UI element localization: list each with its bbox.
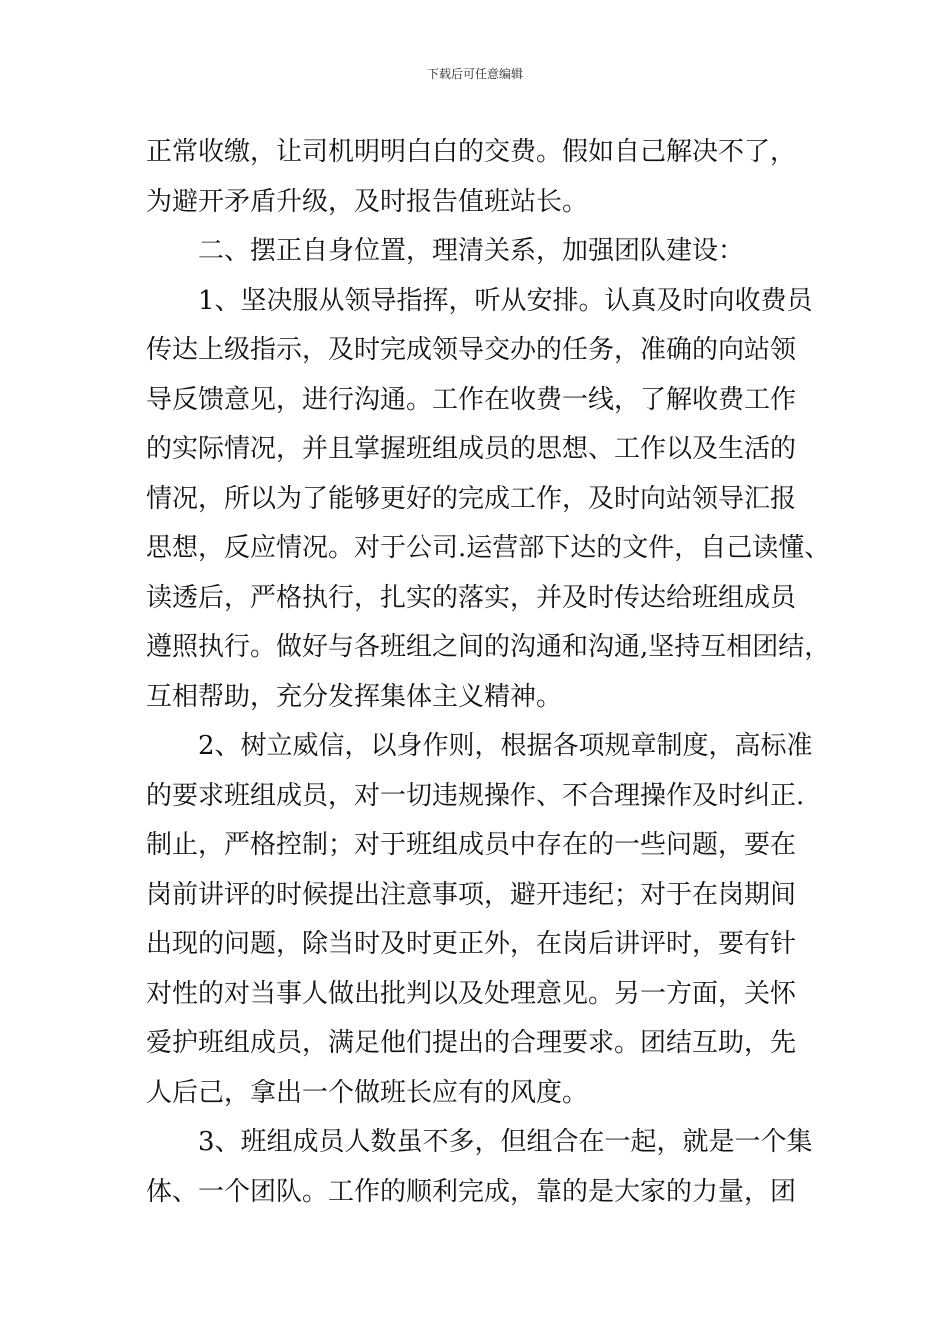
paragraph-line: 体、一个团队。工作的顺利完成，靠的是大家的力量，团	[146, 1176, 797, 1207]
paragraph-line: 情况，所以为了能够更好的完成工作，及时向站领导汇报	[146, 483, 797, 514]
paragraph-line: 导反馈意见，进行沟通。工作在收费一线，了解收费工作	[146, 384, 797, 415]
paragraph-line: 遵照执行。做好与各班组之间的沟通和沟通,坚持互相团结，	[146, 632, 831, 662]
paragraph-line: 出现的问题，除当时及时更正外，在岗后讲评时，要有针	[146, 929, 797, 959]
paragraph-line: 人后己，拿出一个做班长应有的风度。	[146, 1077, 589, 1108]
paragraph-line: 的要求班组成员，对一切违规操作、不合理操作及时纠正.	[146, 780, 805, 811]
paragraph-first-line: 2、树立威信，以身作则，根据各项规章制度，高标准	[198, 731, 813, 761]
paragraph-line: 读透后，严格执行，扎实的落实，并及时传达给班组成员	[146, 582, 797, 613]
paragraph-line: 对性的对当事人做出批判以及处理意见。另一方面，关怀	[146, 978, 797, 1009]
paragraph-line: 思想，反应情况。对于公司.运营部下达的文件，自己读懂、	[146, 533, 831, 563]
page-header: 下载后可任意编辑	[426, 67, 523, 81]
paragraph-line: 为避开矛盾升级，及时报告值班站长。	[146, 186, 589, 217]
paragraph-first-line: 1、坚决服从领导指挥，听从安排。认真及时向收费员	[198, 285, 813, 316]
paragraph-first-line: 二、摆正自身位置，理清关系，加强团队建设：	[198, 236, 745, 266]
paragraph-line: 传达上级指示，及时完成领导交办的任务，准确的向站领	[146, 335, 797, 365]
paragraph-line: 互相帮助，充分发挥集体主义精神。	[146, 681, 563, 712]
paragraph-line: 岗前讲评的时候提出注意事项，避开违纪；对于在岗期间	[146, 879, 797, 910]
paragraph-line: 爱护班组成员，满足他们提出的合理要求。团结互助，先	[146, 1028, 797, 1058]
paragraph-line: 制止，严格控制；对于班组成员中存在的一些问题，要在	[146, 830, 797, 860]
paragraph-line: 正常收缴，让司机明明白白的交费。假如自己解决不了，	[146, 137, 797, 167]
paragraph-first-line: 3、班组成员人数虽不多，但组合在一起，就是一个集	[198, 1127, 813, 1157]
document-body	[146, 128, 831, 1217]
paragraph-line: 的实际情况，并且掌握班组成员的思想、工作以及生活的	[146, 434, 797, 464]
